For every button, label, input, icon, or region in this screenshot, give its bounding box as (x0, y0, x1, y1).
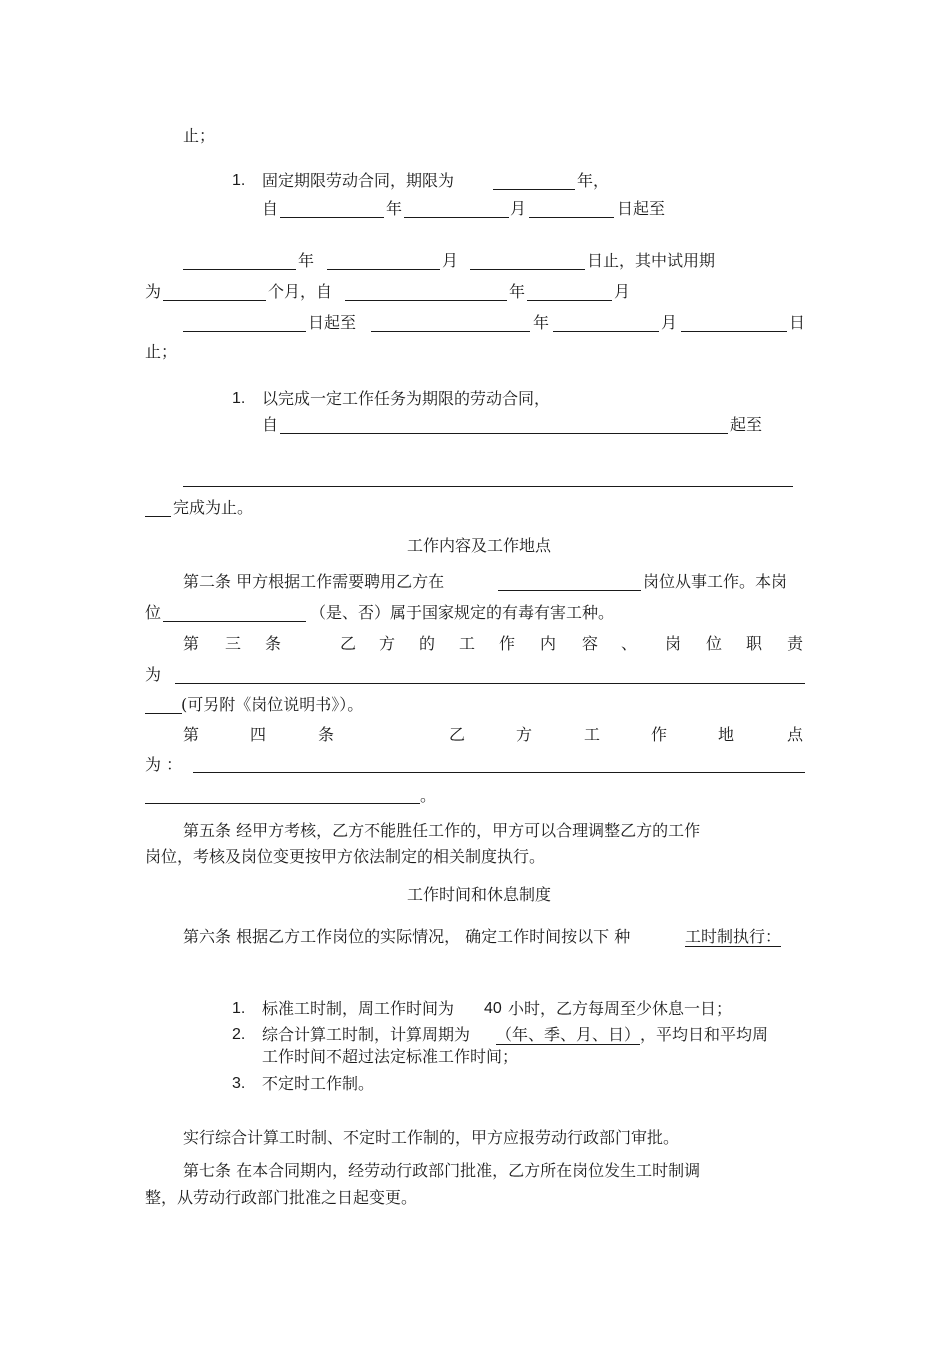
text-year: 年 (509, 282, 526, 301)
blank-probation-months[interactable] (163, 300, 266, 301)
list-item-1-a: 标准工时制，周工作时间为 (262, 999, 455, 1018)
art4-heading-char: 点 (787, 725, 804, 744)
text-wei: 为 (145, 665, 162, 684)
blank-start-year[interactable] (280, 217, 384, 218)
list-item-3-a: 不定时工作制。 (262, 1074, 375, 1093)
blank-probation-end-day[interactable] (681, 331, 787, 332)
art3-heading-char: 的 (419, 634, 436, 653)
art4-heading-char: 方 (516, 725, 533, 744)
blank-hazard-yes-no[interactable] (163, 621, 306, 622)
text-zi: 自 (262, 415, 279, 434)
blank-job-duties-cont[interactable] (145, 713, 182, 714)
art4-heading-char: 条 (318, 725, 335, 744)
list-number: 1. (232, 1000, 246, 1017)
text-qizhi: 日起至 (308, 313, 357, 332)
list-number: 1. (232, 390, 246, 407)
text-done: 完成为止。 (173, 498, 254, 517)
text-geyue-zi: 个月，自 (268, 282, 333, 301)
text-year: 年 (533, 313, 550, 332)
article-7-line2: 整，从劳动行政部门批准之日起变更。 (145, 1188, 418, 1207)
list-number: 3. (232, 1075, 246, 1092)
text-wei: 为 ： (145, 755, 183, 774)
blank-position[interactable] (498, 590, 641, 591)
art3-heading-char: 工 (459, 634, 476, 653)
blank-probation-start-month[interactable] (527, 300, 612, 301)
art3-heading-char: 位 (706, 634, 723, 653)
blank-task-end-cont[interactable] (145, 516, 171, 517)
blank-work-location-cont[interactable] (145, 803, 420, 804)
art4-heading-char: 四 (250, 725, 267, 744)
art3-heading-char: 责 (787, 634, 804, 653)
list-item-1-c: 小时，乙方每周至少休息一日； (508, 999, 733, 1018)
text-zhi: 止； (145, 342, 178, 361)
list-item-2-a: 综合计算工时制，计算周期为 (262, 1025, 471, 1044)
article-7-line1: 第七条 在本合同期内，经劳动行政部门批准，乙方所在岗位发生工时制调 (183, 1161, 701, 1180)
text-period: 。 (420, 786, 437, 805)
section-title-work-content: 工作内容及工作地点 (407, 536, 552, 555)
blank-years[interactable] (493, 189, 575, 190)
task-term-label: 以完成一定工作任务为期限的劳动合同， (262, 389, 551, 408)
text-wei: 为 (145, 282, 162, 301)
blank-job-duties[interactable] (175, 683, 805, 684)
art3-heading-char: 容 (582, 634, 599, 653)
text-nian: 年， (577, 171, 610, 190)
blank-start-month[interactable] (404, 217, 509, 218)
art3-heading-char: 内 (540, 634, 557, 653)
blank-work-location[interactable] (193, 772, 805, 773)
art4-heading-char: 第 (183, 725, 200, 744)
article-6-underlined: 工时制执行： (685, 927, 782, 946)
art3-heading-char: 乙 (340, 634, 357, 653)
text-month: 月 (661, 313, 678, 332)
list-item-2-period-options: （年、季、月、日） (496, 1025, 641, 1044)
blank-end-day[interactable] (470, 269, 585, 270)
blank-probation-start-year[interactable] (345, 300, 507, 301)
art4-heading-char: 工 (584, 725, 601, 744)
text-rizhi: 日止，其中试用期 (587, 251, 716, 270)
list-number: 1. (232, 172, 246, 189)
list-item-1-hours: 40 (484, 1000, 502, 1017)
section-title-work-hours: 工作时间和休息制度 (407, 885, 552, 904)
blank-end-month[interactable] (327, 269, 440, 270)
art3-heading-char: 、 (621, 634, 638, 653)
text-month: 月 (614, 282, 631, 301)
article-2-text: 第二条 甲方根据工作需要聘用乙方在 (183, 572, 445, 591)
text-month: 月 (510, 199, 527, 218)
approval-note: 实行综合计算工时制、不定时工作制的，甲方应报劳动行政部门审批。 (183, 1128, 680, 1147)
text-qizhi: 日起至 (617, 199, 666, 218)
list-item-2-d: 工作时间不超过法定标准工作时间； (262, 1047, 519, 1066)
article-5-line1: 第五条 经甲方考核，乙方不能胜任工作的，甲方可以合理调整乙方的工作 (183, 821, 701, 840)
art3-heading-char: 三 (225, 634, 242, 653)
text-zhi: 止； (183, 126, 216, 145)
list-number: 2. (232, 1026, 246, 1043)
art3-heading-char: 职 (746, 634, 763, 653)
text-year: 年 (386, 199, 403, 218)
blank-probation-start-day[interactable] (183, 331, 306, 332)
art4-heading-char: 作 (651, 725, 668, 744)
art3-heading-char: 作 (499, 634, 516, 653)
list-item-2-c: ，平均日和平均周 (640, 1025, 769, 1044)
article-2-text: 位 (145, 603, 162, 622)
art3-heading-char: 岗 (665, 634, 682, 653)
fixed-term-label: 固定期限劳动合同，期限为 (262, 171, 455, 190)
art3-heading-char: 方 (379, 634, 396, 653)
art3-heading-char: 条 (265, 634, 282, 653)
text-month: 月 (442, 251, 459, 270)
text-day: 日 (789, 313, 806, 332)
text-zi: 自 (262, 199, 279, 218)
article-6-text: 第六条 根据乙方工作岗位的实际情况， 确定工作时间按以下 种 (183, 927, 631, 946)
art4-heading-char: 乙 (449, 725, 466, 744)
blank-probation-end-year[interactable] (371, 331, 530, 332)
text-job-description-note: (可另附《岗位说明书》）。 (181, 695, 364, 714)
text-qizhi: 起至 (730, 415, 763, 434)
art3-heading-char: 第 (183, 634, 200, 653)
blank-end-year[interactable] (183, 269, 296, 270)
article-2-text: 岗位从事工作。本岗 (643, 572, 788, 591)
article-2-text: （是、否）属于国家规定的有毒有害工种。 (310, 603, 615, 622)
blank-task-end[interactable] (183, 486, 793, 487)
art4-heading-char: 地 (718, 725, 735, 744)
article-5-line2: 岗位，考核及岗位变更按甲方依法制定的相关制度执行。 (145, 847, 546, 866)
blank-probation-end-month[interactable] (553, 331, 659, 332)
blank-start-day[interactable] (529, 217, 614, 218)
text-year: 年 (298, 251, 315, 270)
blank-task-start[interactable] (280, 433, 728, 434)
